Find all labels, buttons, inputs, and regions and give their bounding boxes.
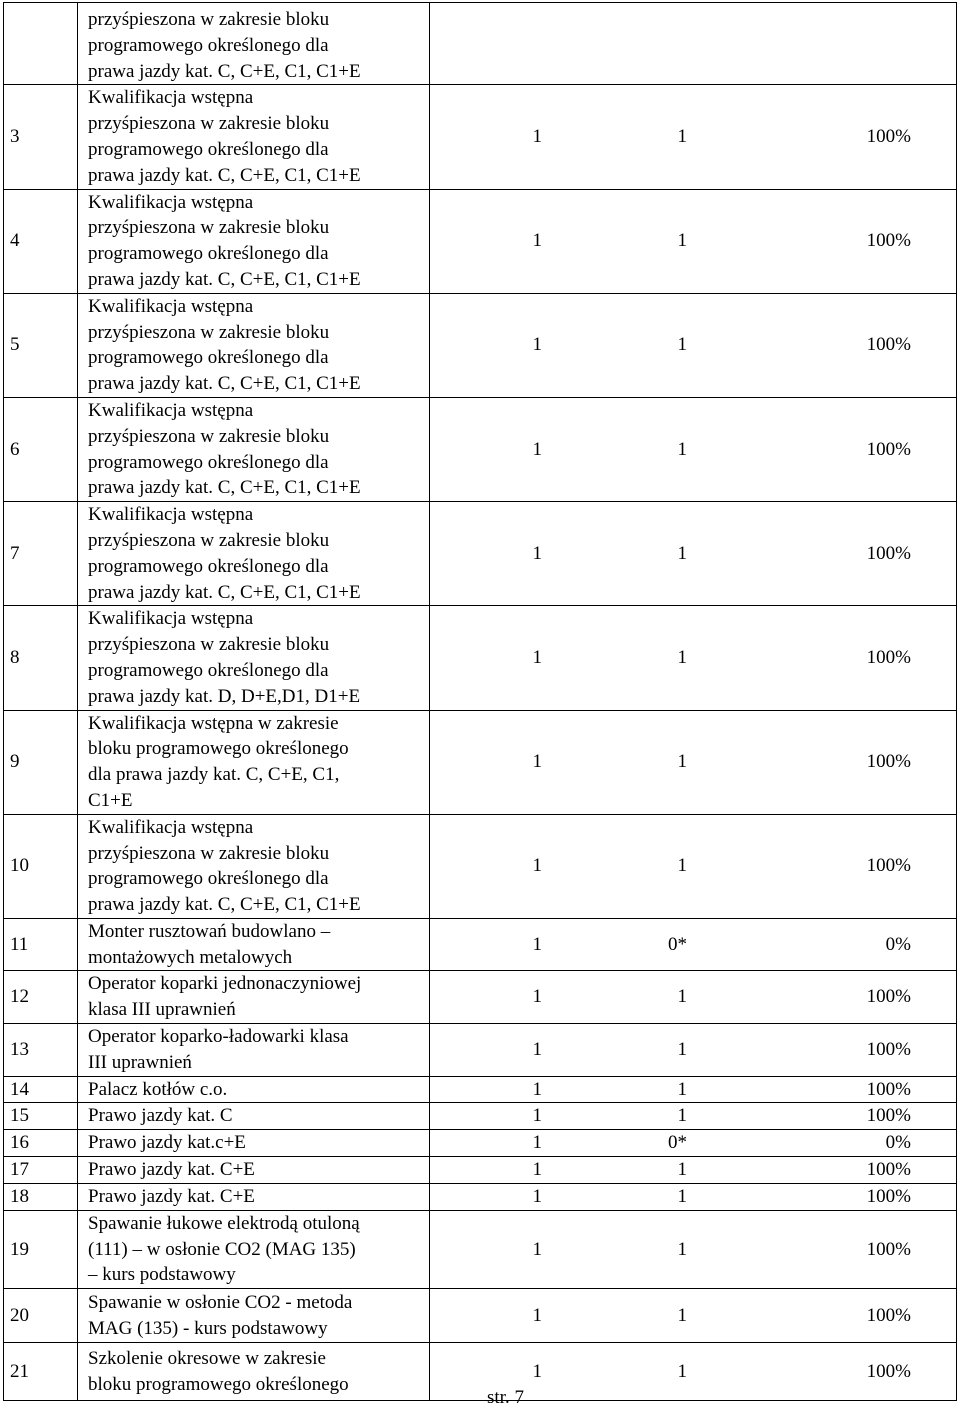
course-name: Kwalifikacja wstępna przyśpieszona w zakresie bloku programowego określonego dla prawa jazdy kat. C, C+E, C1, C1+E — [88, 295, 361, 395]
course-name: Kwalifikacja wstępna przyśpieszona w zakresie bloku programowego określonego dla prawa jazdy kat. C, C+E, C1, C1+E — [88, 504, 361, 603]
values-cell — [430, 1076, 957, 1103]
course-name-cell — [78, 1103, 430, 1130]
row-number: 18 — [4, 1184, 78, 1211]
table-row — [4, 918, 957, 971]
course-name: Kwalifikacja wstępna przyśpieszona w zakresie bloku programowego określonego dla prawa jazdy kat. C, C+E, C1, C1+E — [88, 816, 361, 916]
course-name: Szkolenie okresowe w zakresie bloku programowego określonego — [88, 1347, 349, 1395]
enrolled-count: 1 — [532, 1159, 542, 1181]
course-name-cell — [78, 85, 430, 189]
values-cell — [430, 971, 957, 1024]
course-name-cell — [78, 397, 430, 501]
table-row — [4, 3, 957, 85]
values-cell — [430, 606, 957, 710]
values-cell — [430, 1157, 957, 1184]
completed-count: 1 — [677, 986, 687, 1008]
completed-count: 1 — [677, 1078, 687, 1100]
completed-count: 1 — [677, 230, 687, 252]
row-number: 14 — [4, 1076, 78, 1103]
table-row — [4, 1343, 957, 1401]
enrolled-count: 1 — [532, 986, 542, 1008]
completed-count: 1 — [677, 1185, 687, 1207]
course-name-cell — [78, 1076, 430, 1103]
enrolled-count: 1 — [532, 334, 542, 356]
table-row — [4, 397, 957, 501]
course-name: Palacz kotłów c.o. — [88, 1078, 228, 1100]
course-name-cell — [78, 1184, 430, 1211]
enrolled-count: 1 — [532, 438, 542, 460]
course-name-cell — [78, 502, 430, 606]
table-row — [4, 85, 957, 189]
values-cell — [430, 397, 957, 501]
completed-count: 1 — [677, 646, 687, 668]
row-number: 13 — [4, 1024, 78, 1077]
completed-count: 1 — [677, 125, 687, 147]
table-row — [4, 1210, 957, 1288]
table-row — [4, 1130, 957, 1157]
row-number — [4, 3, 78, 85]
completion-percent: 100% — [866, 1038, 911, 1060]
row-number: 10 — [4, 814, 78, 918]
values-cell — [430, 1103, 957, 1130]
completion-percent: 100% — [866, 986, 911, 1008]
course-name: Prawo jazdy kat. C — [88, 1105, 233, 1127]
table-row — [4, 606, 957, 710]
enrolled-count: 1 — [532, 542, 542, 564]
course-name-cell — [78, 293, 430, 397]
values-cell — [430, 189, 957, 293]
row-number: 21 — [4, 1343, 78, 1401]
completed-count: 1 — [677, 1038, 687, 1060]
page-number: str. 7 — [487, 1387, 524, 1408]
row-number: 16 — [4, 1130, 78, 1157]
enrolled-count: 1 — [532, 1304, 542, 1326]
course-name-cell — [78, 971, 430, 1024]
course-name-cell — [78, 189, 430, 293]
values-cell — [430, 814, 957, 918]
completion-percent: 100% — [866, 1105, 911, 1127]
table-row — [4, 1289, 957, 1343]
values-cell — [430, 3, 957, 85]
completed-count: 0* — [668, 1132, 687, 1154]
values-cell — [430, 85, 957, 189]
completed-count: 1 — [677, 1105, 687, 1127]
course-name-cell — [78, 918, 430, 971]
values-cell — [430, 1210, 957, 1288]
enrolled-count: 1 — [532, 1185, 542, 1207]
completed-count: 1 — [677, 1238, 687, 1260]
course-name: Kwalifikacja wstępna przyśpieszona w zakresie bloku programowego określonego dla prawa jazdy kat. C, C+E, C1, C1+E — [88, 87, 361, 186]
table-row — [4, 189, 957, 293]
table-row — [4, 1184, 957, 1211]
values-cell — [430, 1024, 957, 1077]
values-cell — [430, 502, 957, 606]
completed-count: 1 — [677, 438, 687, 460]
course-name: Prawo jazdy kat. C+E — [88, 1159, 255, 1181]
table-row — [4, 293, 957, 397]
enrolled-count: 1 — [532, 855, 542, 877]
row-number: 17 — [4, 1157, 78, 1184]
course-name: Spawanie w osłonie CO2 - metoda MAG (135) - kurs podstawowy — [88, 1291, 353, 1339]
course-name: Kwalifikacja wstępna przyśpieszona w zakresie bloku programowego określonego dla prawa jazdy kat. D, D+E,D1, D1+E — [88, 608, 361, 707]
enrolled-count: 1 — [532, 751, 542, 773]
course-name: Monter rusztowań budowlano – montażowych metalowych — [88, 920, 331, 968]
completion-percent: 100% — [866, 230, 911, 252]
completed-count: 1 — [677, 1304, 687, 1326]
course-name: przyśpieszona w zakresie bloku programowego określonego dla prawa jazdy kat. C, C+E, C1, C1+E — [88, 9, 361, 82]
row-number: 6 — [4, 397, 78, 501]
completion-percent: 100% — [866, 646, 911, 668]
values-cell — [430, 293, 957, 397]
completion-percent: 100% — [866, 751, 911, 773]
course-name-cell — [78, 1024, 430, 1077]
course-name-cell — [78, 1289, 430, 1343]
course-name-cell — [78, 814, 430, 918]
course-name-cell — [78, 1157, 430, 1184]
enrolled-count: 1 — [532, 230, 542, 252]
enrolled-count: 1 — [532, 125, 542, 147]
enrolled-count: 1 — [532, 933, 542, 955]
enrolled-count: 1 — [532, 1038, 542, 1060]
row-number: 3 — [4, 85, 78, 189]
completed-count: 1 — [677, 1159, 687, 1181]
values-cell — [430, 1130, 957, 1157]
completed-count: 1 — [677, 334, 687, 356]
row-number: 7 — [4, 502, 78, 606]
completion-percent: 100% — [866, 1304, 911, 1326]
row-number: 9 — [4, 710, 78, 814]
values-cell — [430, 1184, 957, 1211]
row-number: 8 — [4, 606, 78, 710]
table-row — [4, 971, 957, 1024]
completion-percent: 0% — [885, 933, 911, 955]
completion-percent: 100% — [866, 1159, 911, 1181]
completed-count: 1 — [677, 542, 687, 564]
row-number: 19 — [4, 1210, 78, 1288]
row-number: 11 — [4, 918, 78, 971]
course-name: Operator koparko-ładowarki klasa III uprawnień — [88, 1026, 349, 1073]
table-row — [4, 1103, 957, 1130]
enrolled-count: 1 — [532, 1238, 542, 1260]
table-row — [4, 1024, 957, 1077]
completion-percent: 100% — [866, 334, 911, 356]
enrolled-count: 1 — [532, 646, 542, 668]
enrolled-count: 1 — [532, 1132, 542, 1154]
course-name: Prawo jazdy kat.c+E — [88, 1132, 246, 1154]
course-name: Prawo jazdy kat. C+E — [88, 1186, 255, 1208]
course-name: Operator koparki jednonaczyniowej klasa III uprawnień — [88, 973, 362, 1021]
course-name-cell — [78, 3, 430, 85]
completion-percent: 100% — [866, 1078, 911, 1100]
completed-count: 0* — [668, 933, 687, 955]
completion-percent: 0% — [885, 1132, 911, 1154]
course-name-cell — [78, 606, 430, 710]
row-number: 20 — [4, 1289, 78, 1343]
course-name: Kwalifikacja wstępna w zakresie bloku programowego określonego dla prawa jazdy kat. C, C+E, C1, C1+E — [88, 712, 349, 811]
completion-percent: 100% — [866, 1185, 911, 1207]
completed-count: 1 — [677, 855, 687, 877]
course-name: Spawanie łukowe elektrodą otuloną (111) – w osłonie CO2 (MAG 135) – kurs podstawowy — [88, 1212, 360, 1286]
completed-count: 1 — [677, 751, 687, 773]
table-row — [4, 710, 957, 814]
table-row — [4, 1157, 957, 1184]
row-number: 5 — [4, 293, 78, 397]
row-number: 15 — [4, 1103, 78, 1130]
values-cell — [430, 710, 957, 814]
table-row — [4, 1076, 957, 1103]
enrolled-count: 1 — [532, 1105, 542, 1127]
values-cell — [430, 1289, 957, 1343]
course-name-cell — [78, 1343, 430, 1401]
enrolled-count: 1 — [532, 1078, 542, 1100]
course-name-cell — [78, 1130, 430, 1157]
completion-percent: 100% — [866, 438, 911, 460]
table-row — [4, 502, 957, 606]
completed-count: 1 — [677, 1360, 687, 1382]
completion-percent: 100% — [866, 125, 911, 147]
row-number: 4 — [4, 189, 78, 293]
values-cell — [430, 918, 957, 971]
qualifications-table — [3, 2, 957, 1401]
completion-percent: 100% — [866, 542, 911, 564]
course-name-cell — [78, 1210, 430, 1288]
row-number: 12 — [4, 971, 78, 1024]
course-name: Kwalifikacja wstępna przyśpieszona w zakresie bloku programowego określonego dla prawa jazdy kat. C, C+E, C1, C1+E — [88, 191, 361, 290]
completion-percent: 100% — [866, 1360, 911, 1382]
course-name-cell — [78, 710, 430, 814]
completion-percent: 100% — [866, 1238, 911, 1260]
completion-percent: 100% — [866, 855, 911, 877]
enrolled-count: 1 — [532, 1360, 542, 1382]
course-name: Kwalifikacja wstępna przyśpieszona w zakresie bloku programowego określonego dla prawa jazdy kat. C, C+E, C1, C1+E — [88, 399, 361, 499]
table-row — [4, 814, 957, 918]
